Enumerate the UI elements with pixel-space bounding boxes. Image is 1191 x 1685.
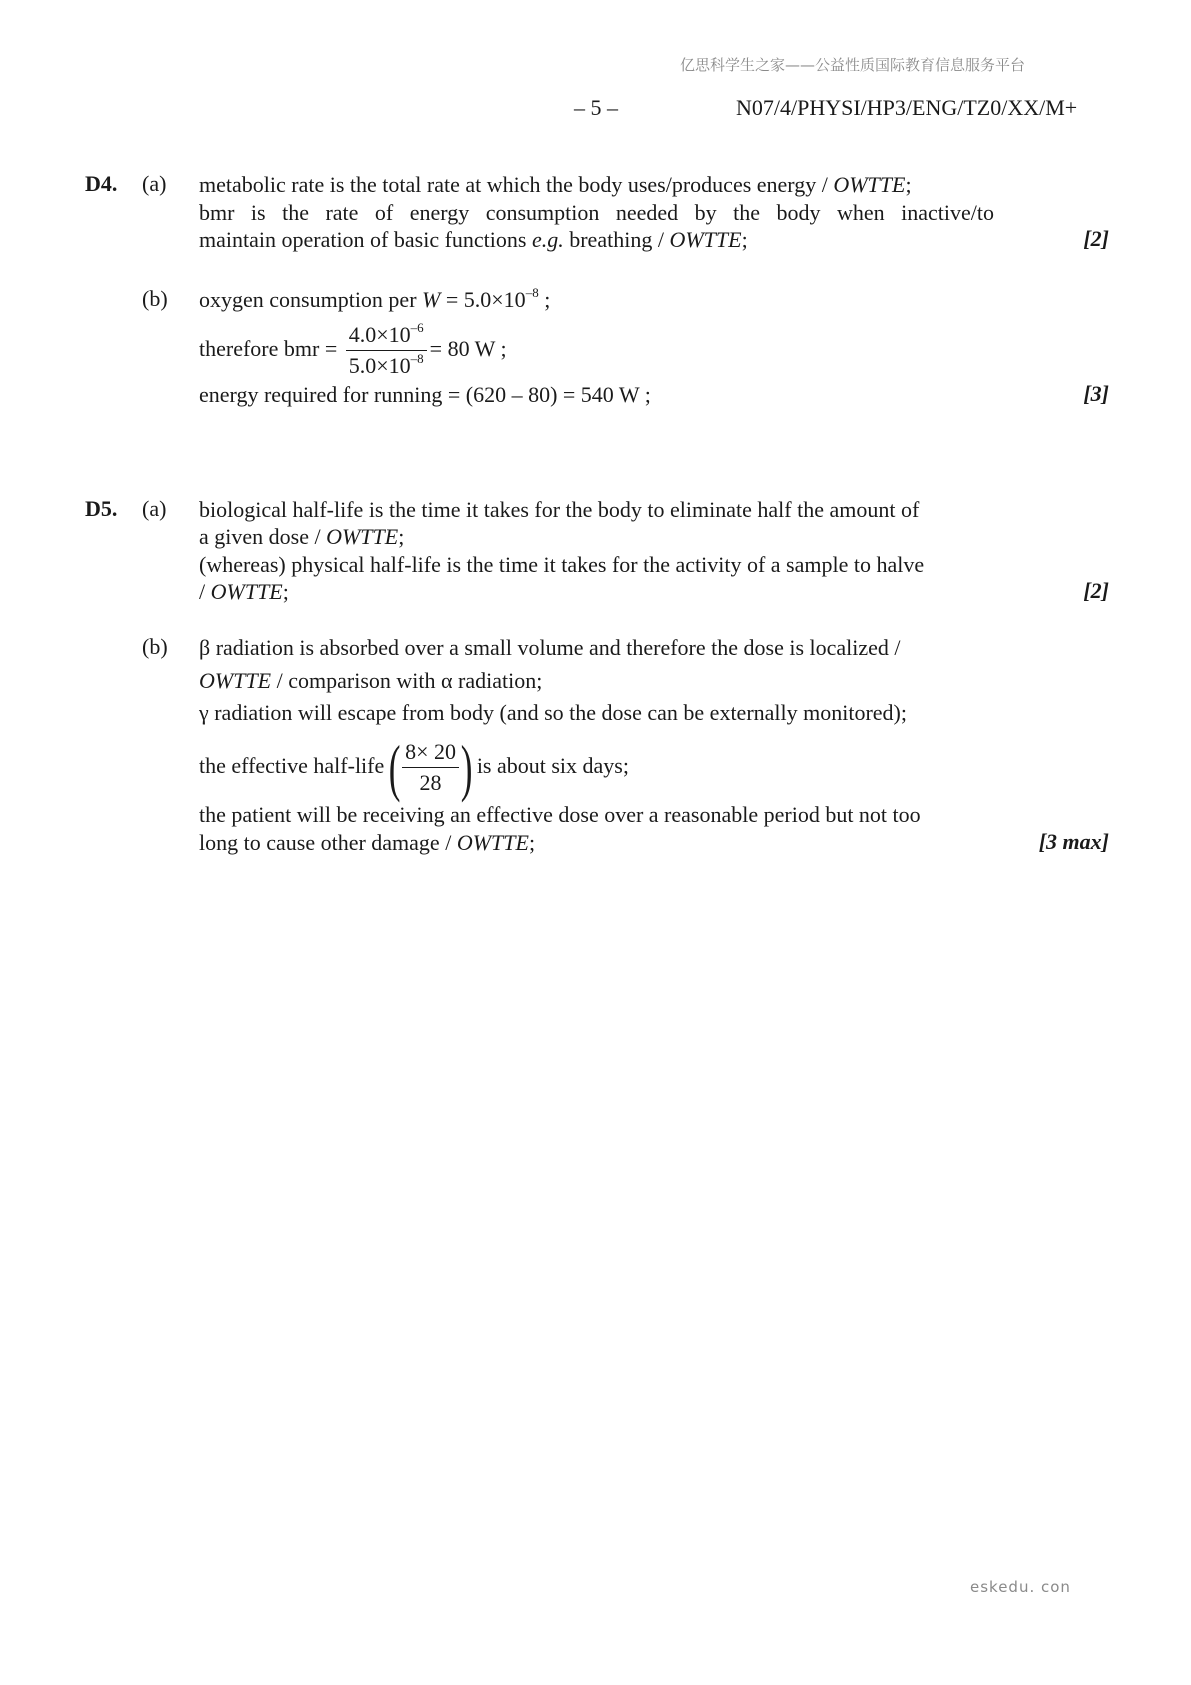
right-paren-icon: ) bbox=[460, 731, 473, 803]
page-number: – 5 – bbox=[574, 95, 618, 120]
part-label: (a) bbox=[142, 496, 167, 521]
answer-line-fraction: the effective half-life ( $\frac{8\times 20}{28}$ ) is about six days; bbox=[199, 731, 629, 803]
answer-line: / OWTTE; bbox=[199, 579, 289, 604]
answer-line: maintain operation of basic functions e.g. breathing / OWTTE; bbox=[199, 227, 748, 252]
part-label: (b) bbox=[142, 634, 168, 659]
answer-line: γ radiation will escape from body (and so the dose can be externally monitored); bbox=[199, 700, 907, 725]
part-label: (a) bbox=[142, 171, 167, 196]
answer-line: OWTTE / comparison with α radiation; bbox=[199, 668, 543, 693]
fraction: $\frac{8\times 20}{28}$ bbox=[402, 737, 459, 798]
document-code: N07/4/PHYSI/HP3/ENG/TZ0/XX/M+ bbox=[736, 95, 1078, 120]
part-label: (b) bbox=[142, 286, 168, 311]
marks-badge: [3 max] bbox=[1038, 829, 1109, 854]
marks-badge: [2] bbox=[1083, 226, 1109, 251]
answer-line: bmr is the rate of energy consumption needed by the body when inactive/to bbox=[199, 200, 994, 225]
fraction: $\frac{4.0\times 10^{-6}}{5.0\times 10^{-8}}$ bbox=[346, 320, 427, 381]
answer-line-fraction: therefore bmr = $\frac{4.0\times 10^{-6}}{5.0\times 10^{-8}}$ = 80 W ; bbox=[199, 317, 994, 381]
answer-line: biological half-life is the time it takes for the body to eliminate half the amount of bbox=[199, 497, 920, 522]
answer-line: long to cause other damage / OWTTE; bbox=[199, 830, 536, 855]
answer-line: a given dose / OWTTE; bbox=[199, 524, 405, 549]
marks-badge: [3] bbox=[1083, 381, 1109, 406]
marks-badge: [2] bbox=[1083, 578, 1109, 603]
answer-line: metabolic rate is the total rate at which the body uses/produces energy / OWTTE; bbox=[199, 172, 912, 197]
watermark-footer: eskedu. con bbox=[970, 1578, 1071, 1596]
answer-line: oxygen consumption per $W = 5.0\times 10^{-8}$ ; bbox=[199, 285, 551, 312]
question-number: D4. bbox=[85, 171, 118, 196]
question-number: D5. bbox=[85, 496, 118, 521]
answer-line: energy required for running = (620 – 80) = 540 W ; bbox=[199, 382, 651, 407]
watermark-header: 亿思科学生之家——公益性质国际教育信息服务平台 bbox=[680, 56, 1026, 74]
left-paren-icon: ( bbox=[388, 731, 401, 803]
answer-line: β radiation is absorbed over a small volume and therefore the dose is localized / bbox=[199, 635, 901, 660]
answer-line: (whereas) physical half-life is the time it takes for the activity of a sample to halve bbox=[199, 552, 925, 577]
answer-line: the patient will be receiving an effective dose over a reasonable period but not too bbox=[199, 802, 921, 827]
